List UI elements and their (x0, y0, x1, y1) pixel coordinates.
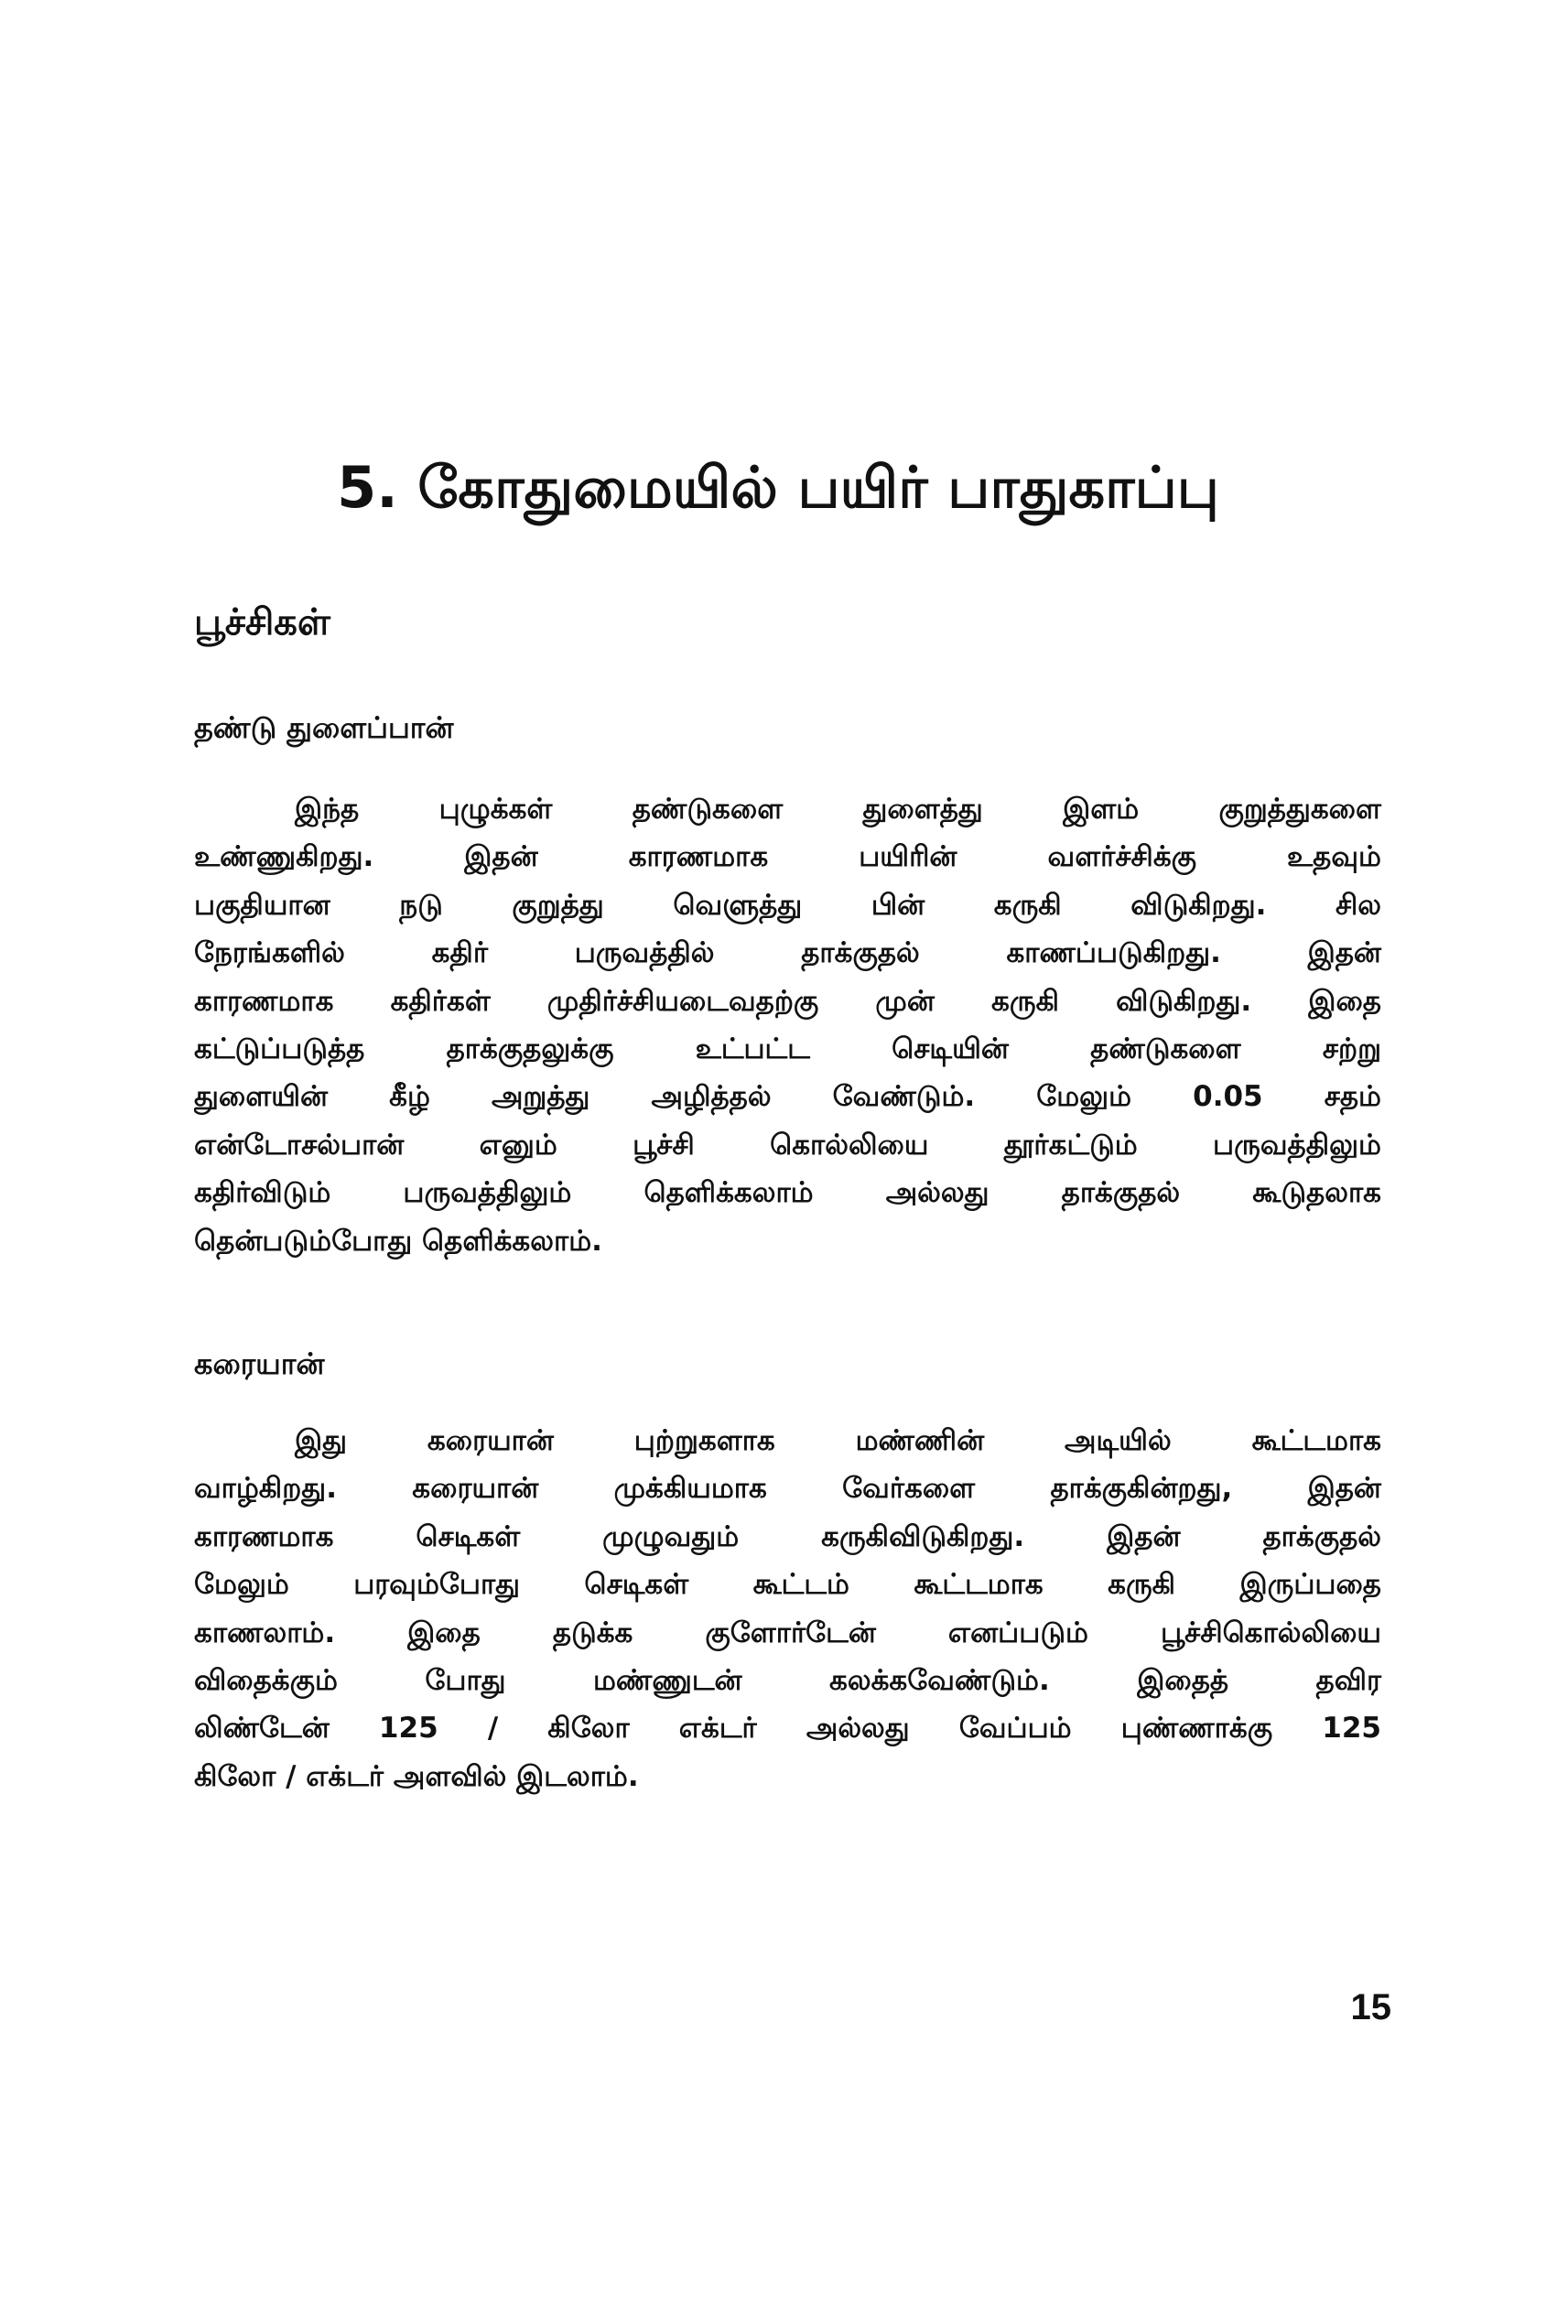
subsection-heading-termite: கரையான் (194, 1346, 325, 1381)
paragraph-line: நேரங்களில் கதிர் பருவத்தில் தாக்குதல் காணப்படுகிறது. இதன் (194, 936, 1381, 970)
subsection-heading-stem-borer: தண்டு துளைப்பான் (194, 710, 454, 745)
paragraph-line: காரணமாக செடிகள் முழுவதும் கருகிவிடுகிறது. இதன் தாக்குதல் (194, 1519, 1381, 1553)
paragraph-stem-borer (194, 785, 1382, 1265)
paragraph-line: மேலும் பரவும்போது செடிகள் கூட்டம் கூட்டமாக கருகி இருப்பதை (194, 1568, 1381, 1602)
paragraph-line: துளையின் கீழ் அறுத்து அழித்தல் வேண்டும். மேலும் 0.05 சதம் (194, 1080, 1381, 1114)
paragraph-line: காரணமாக கதிர்கள் முதிர்ச்சியடைவதற்கு முன் கருகி விடுகிறது. இதை (194, 984, 1381, 1018)
paragraph-line: லிண்டேன் 125 / கிலோ எக்டர் அல்லது வேப்பம் புண்ணாக்கு 125 (194, 1712, 1381, 1746)
section-heading: பூச்சிகள் (194, 601, 330, 643)
paragraph-line: இது கரையான் புற்றுகளாக மண்ணின் அடியில் கூட்டமாக (295, 1424, 1381, 1457)
paragraph-line: காணலாம். இதை தடுக்க குளோர்டேன் எனப்படும் பூச்சிகொல்லியை (194, 1616, 1381, 1649)
paragraph-line: என்டோசல்பான் எனும் பூச்சி கொல்லியை தூர்கட்டும் பருவத்திலும் (194, 1128, 1381, 1162)
paragraph-line: பகுதியான நடு குறுத்து வெளுத்து பின் கருகி விடுகிறது. சில (194, 888, 1381, 922)
paragraph-line: வாழ்கிறது. கரையான் முக்கியமாக வேர்களை தாக்குகின்றது, இதன் (194, 1472, 1381, 1506)
paragraph-termite (194, 1417, 1382, 1800)
paragraph-line: தென்படும்போது தெளிக்கலாம். (194, 1224, 602, 1258)
paragraph-line: கிலோ / எக்டர் அளவில் இடலாம். (194, 1759, 639, 1793)
paragraph-line: கட்டுப்படுத்த தாக்குதலுக்கு உட்பட்ட செடியின் தண்டுகளை சற்று (194, 1032, 1381, 1065)
paragraph-line: உண்ணுகிறது. இதன் காரணமாக பயிரின் வளர்ச்சிக்கு உதவும் (194, 840, 1381, 874)
page-number: 15 (1350, 1987, 1391, 2027)
paragraph-line: கதிர்விடும் பருவத்திலும் தெளிக்கலாம் அல்லது தாக்குதல் கூடுதலாக (194, 1176, 1381, 1210)
paragraph-line: விதைக்கும் போது மண்ணுடன் கலக்கவேண்டும். இதைத் தவிர (194, 1663, 1381, 1697)
chapter-title: 5. கோதுமையில் பயிர் பாதுகாப்பு (337, 454, 1219, 521)
paragraph-line: இந்த புழுக்கள் தண்டுகளை துளைத்து இளம் குறுத்துகளை (295, 793, 1381, 826)
